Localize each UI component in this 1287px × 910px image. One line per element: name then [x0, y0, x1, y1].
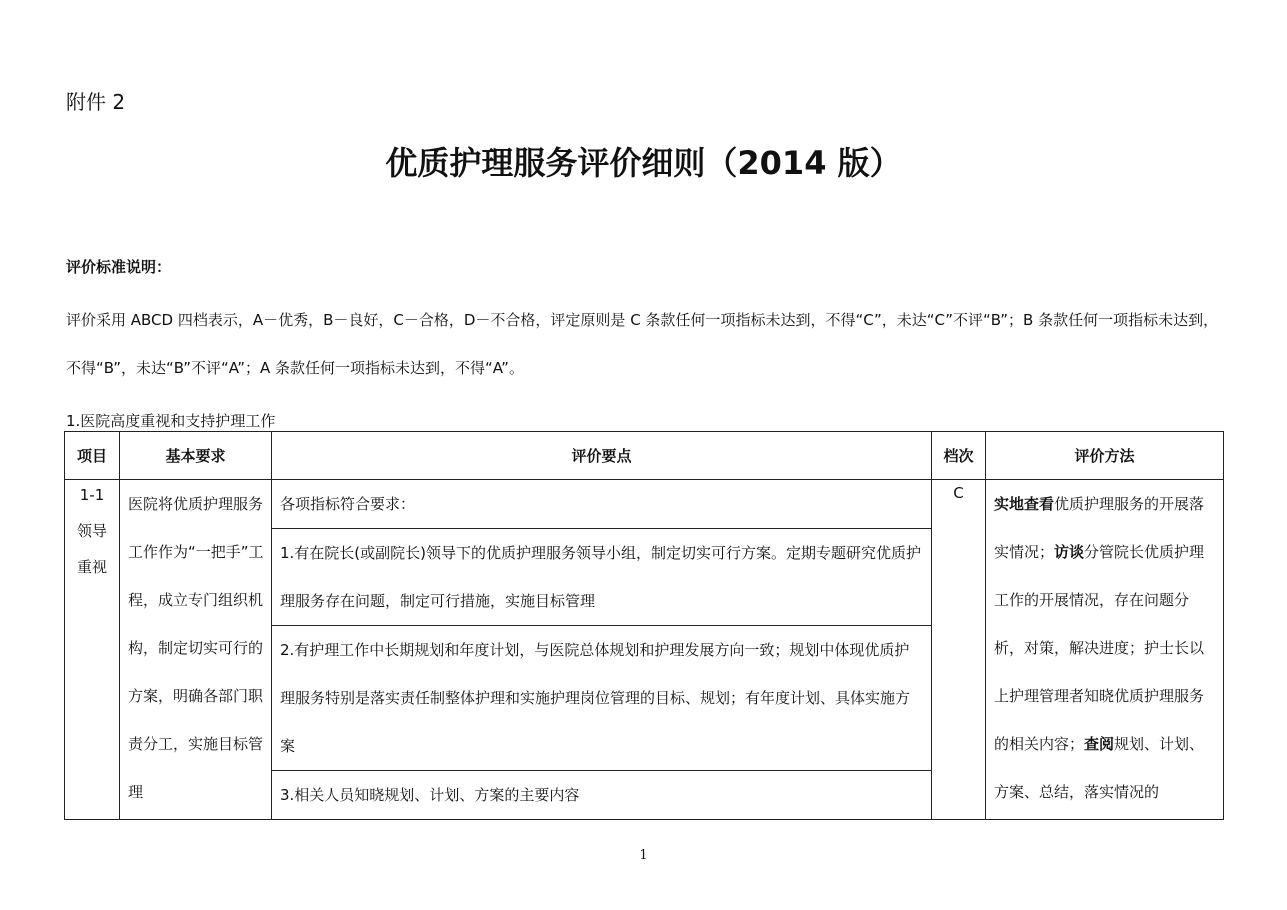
table-header-row	[65, 432, 1224, 480]
item-code: 1-1	[79, 486, 105, 504]
header-grade: 档次	[932, 432, 986, 480]
basic-requirement-cell	[120, 480, 272, 820]
item-name-line2: 重视	[76, 558, 107, 576]
evaluation-point-3: 3.相关人员知晓规划、计划、方案的主要内容	[272, 771, 932, 820]
basic-requirement-text: 医院将优质护理服务工作作为“一把手”工程，成立专门组织机构，制定切实可行的方案，明确各部门职责分工，实施目标管理	[128, 495, 264, 801]
item-cell	[65, 480, 120, 820]
table-row	[65, 480, 1224, 529]
standard-heading: 评价标准说明：	[66, 258, 172, 276]
method-text-interview: 分管院长优质护理工作的开展情况，存在问题分析，对策，解决进度；护士长以上护理管理者知晓优质护理服务的相关内容；	[994, 543, 1205, 753]
header-evaluation-points: 评价要点	[272, 432, 932, 480]
evaluation-method-cell	[986, 480, 1224, 820]
document-title: 优质护理服务评价细则（2014 版）	[385, 144, 902, 182]
method-keyword-inspect: 实地查看	[994, 495, 1055, 513]
method-text-review: 规划、计划、方案、总结，落实情况的	[994, 735, 1205, 801]
grade-cell: C	[932, 480, 986, 820]
header-basic-requirement: 基本要求	[120, 432, 272, 480]
evaluation-point-intro: 各项指标符合要求：	[272, 480, 932, 529]
evaluation-point-1: 1.有在院长(或副院长)领导下的优质护理服务领导小组，制定切实可行方案。定期专题研究优质护理服务存在问题，制定可行措施，实施目标管理	[272, 529, 932, 626]
evaluation-table	[64, 431, 1224, 820]
method-keyword-interview: 访谈	[1054, 543, 1085, 561]
section-title: 1.医院高度重视和支持护理工作	[66, 412, 276, 430]
standard-description: 评价采用 ABCD 四档表示，A－优秀，B－良好，C－合格，D－不合格，评定原则是 C 条款任何一项指标未达到，不得“C”，未达“C”不评“B”；B 条款任何一项指标未达到，不得“B”，未达“B”不评“A”；A 条款任何一项指标未达到，不得“A”。	[66, 311, 1219, 377]
page-number: 1	[639, 848, 648, 863]
method-keyword-review: 查阅	[1084, 735, 1115, 753]
item-name-line1: 领导	[76, 522, 107, 540]
attachment-label: 附件 2	[66, 90, 126, 114]
header-evaluation-method: 评价方法	[986, 432, 1224, 480]
method-text-inspect: 优质护理服务的开展落实情况；	[994, 495, 1205, 561]
evaluation-point-2: 2.有护理工作中长期规划和年度计划，与医院总体规划和护理发展方向一致；规划中体现优质护理服务特别是落实责任制整体护理和实施护理岗位管理的目标、规划；有年度计划、具体实施方案	[272, 626, 932, 771]
header-item: 项目	[65, 432, 120, 480]
